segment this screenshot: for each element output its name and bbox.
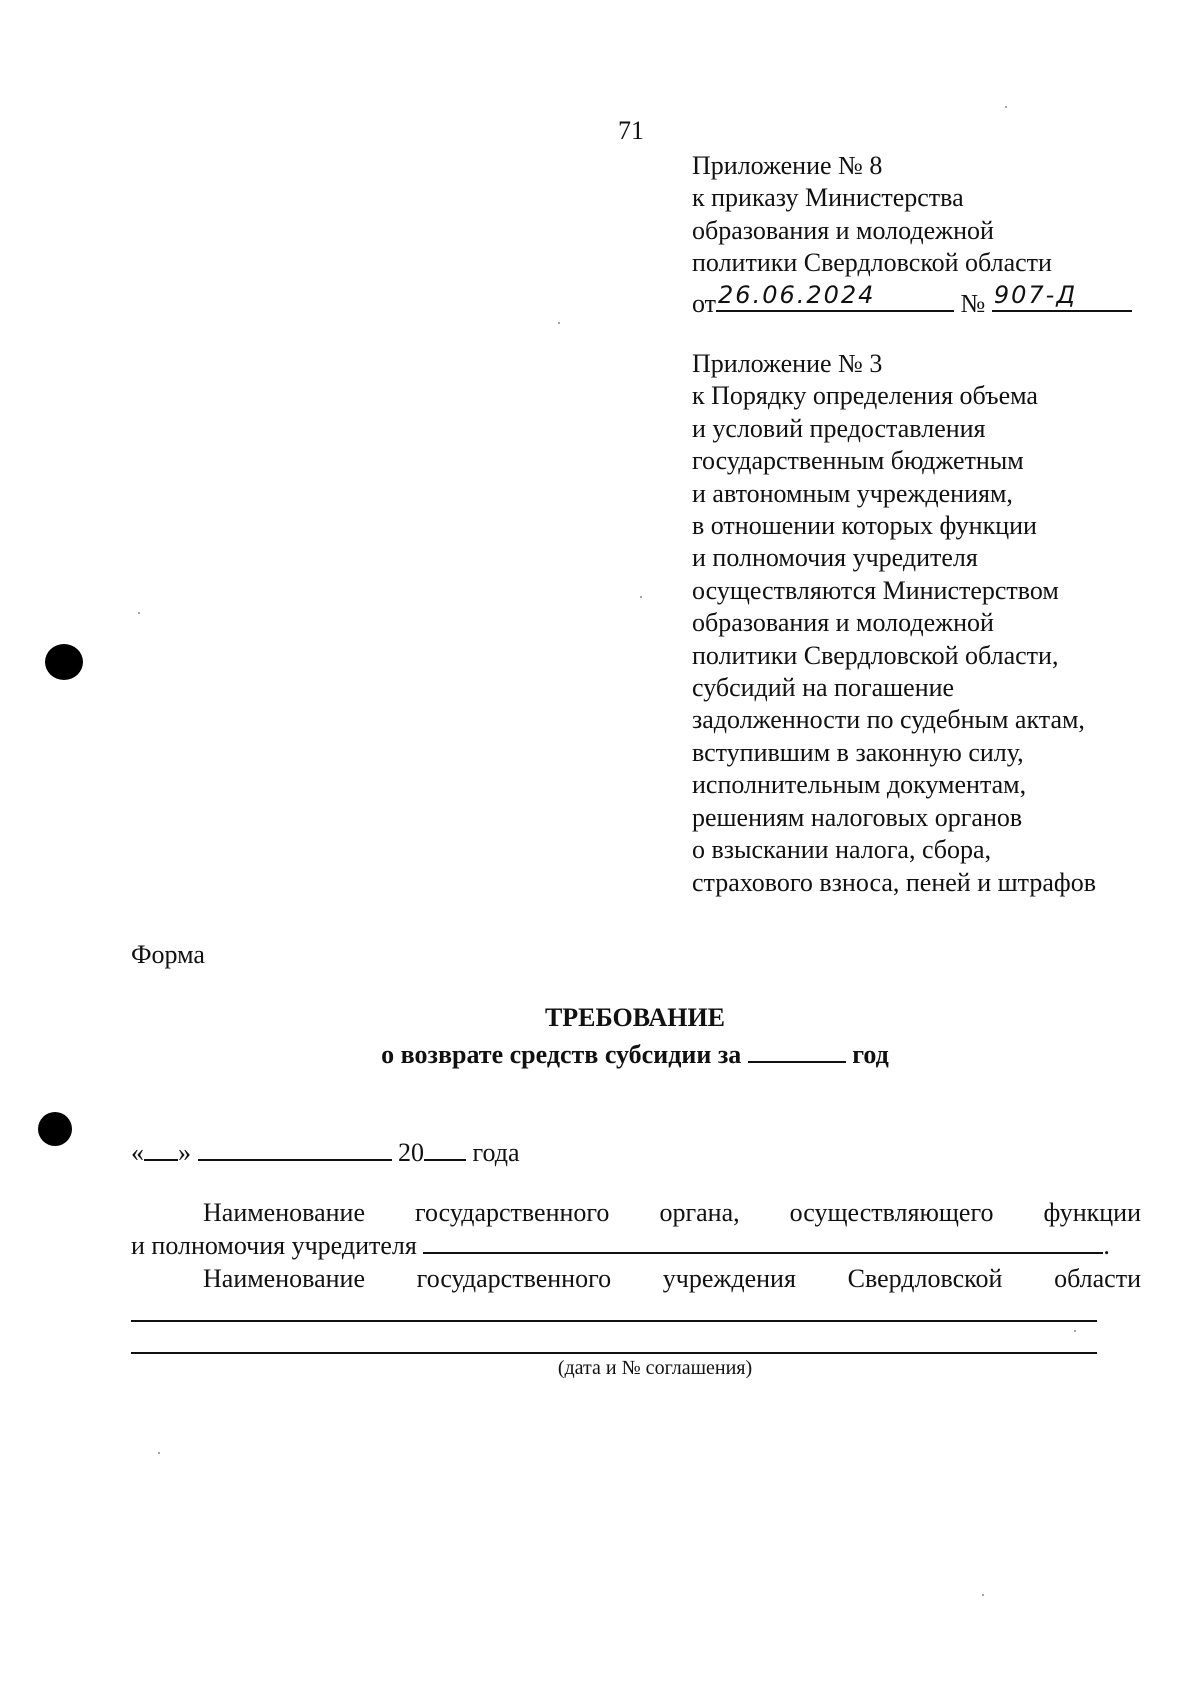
appendix-3-line: субсидий на погашение: [692, 673, 955, 703]
appendix-8-line: политики Свердловской области: [692, 248, 1052, 278]
year-prefix: 20: [398, 1138, 424, 1167]
scan-speck: [982, 1594, 984, 1596]
number-label: №: [960, 288, 986, 318]
institution-name-rule: [131, 1320, 1097, 1322]
scan-speck: [158, 1452, 160, 1454]
form-label: Форма: [131, 940, 205, 969]
from-label: от: [692, 288, 717, 318]
appendix-8-line: образования и молодежной: [692, 215, 994, 245]
appendix-3-line: и полномочия учредителя: [692, 543, 978, 573]
appendix-8-block: [692, 150, 1192, 320]
appendix-3-line: исполнительным документам,: [692, 770, 1027, 800]
appendix-3-line: государственным бюджетным: [692, 446, 1024, 476]
appendix-3-block: [692, 348, 1192, 899]
document-title: ТРЕБОВАНИЕ: [544, 1003, 726, 1032]
appendix-3-line: решениям налоговых органов: [692, 802, 1023, 832]
appendix-3-line: и условий предоставления: [692, 413, 986, 443]
agreement-caption: (дата и № соглашения): [557, 1357, 753, 1379]
founder-label: и полномочия учредителя: [131, 1231, 417, 1260]
close-quote: »: [178, 1138, 191, 1167]
appendix-3-line: в отношении которых функции: [692, 511, 1037, 541]
appendix-8-line: к приказу Министерства: [692, 183, 964, 213]
page-number: 71: [618, 116, 644, 145]
scan-speck: [558, 322, 560, 324]
month-blank: [198, 1135, 392, 1161]
scan-speck: [1074, 1330, 1076, 1332]
appendix-8-line: Приложение № 8: [692, 151, 883, 180]
scan-speck: [1005, 106, 1007, 108]
appendix-3-line: осуществляются Министерством: [692, 575, 1059, 605]
scan-speck: [138, 612, 140, 614]
handwritten-number: 907-Д: [993, 281, 1078, 310]
handwritten-date: 26.06.2024: [718, 281, 876, 310]
appendix-3-line: страхового взноса, пеней и штрафов: [692, 867, 1096, 897]
appendix-3-line: образования и молодежной: [692, 608, 994, 638]
hole-punch-mark: [45, 644, 83, 680]
order-date-number-line: [692, 280, 1192, 320]
appendix-3-line: задолженности по судебным актам,: [692, 705, 1085, 735]
subtitle-year-word: год: [852, 1040, 889, 1069]
appendix-3-line: и автономным учреждениям,: [692, 478, 1013, 508]
year-word: года: [472, 1138, 520, 1167]
open-quote: «: [131, 1138, 144, 1167]
scan-speck: [640, 596, 642, 598]
appendix-3-line: политики Свердловской области,: [692, 640, 1059, 670]
year-blank: [748, 1037, 846, 1063]
subtitle-text: о возврате средств субсидии за: [381, 1040, 742, 1069]
founder-paragraph: [131, 1197, 1141, 1261]
day-blank: [144, 1135, 178, 1161]
appendix-3-line: к Порядку определения объема: [692, 381, 1038, 411]
founder-line-end: .: [1103, 1231, 1110, 1260]
date-line: [131, 1135, 520, 1168]
founder-name-blank: [423, 1228, 1103, 1254]
appendix-3-line: Приложение № 3: [692, 349, 883, 378]
order-number-field: [992, 280, 1132, 312]
year-blank: [424, 1135, 466, 1161]
institution-paragraph: [131, 1263, 1141, 1294]
order-date-field: [716, 280, 954, 312]
founder-paragraph-line1: Наименование государственного органа, осуществляющего функции: [203, 1198, 1141, 1227]
appendix-3-line: вступившим в законную силу,: [692, 737, 1024, 767]
agreement-rule: [131, 1352, 1097, 1354]
hole-punch-mark: [38, 1112, 72, 1146]
document-subtitle: [0, 1037, 1200, 1070]
appendix-3-line: о взыскании налога, сбора,: [692, 835, 992, 865]
institution-paragraph-line1: Наименование государственного учреждения Свердловской области: [203, 1264, 1141, 1293]
founder-paragraph-line2: [131, 1228, 1141, 1261]
